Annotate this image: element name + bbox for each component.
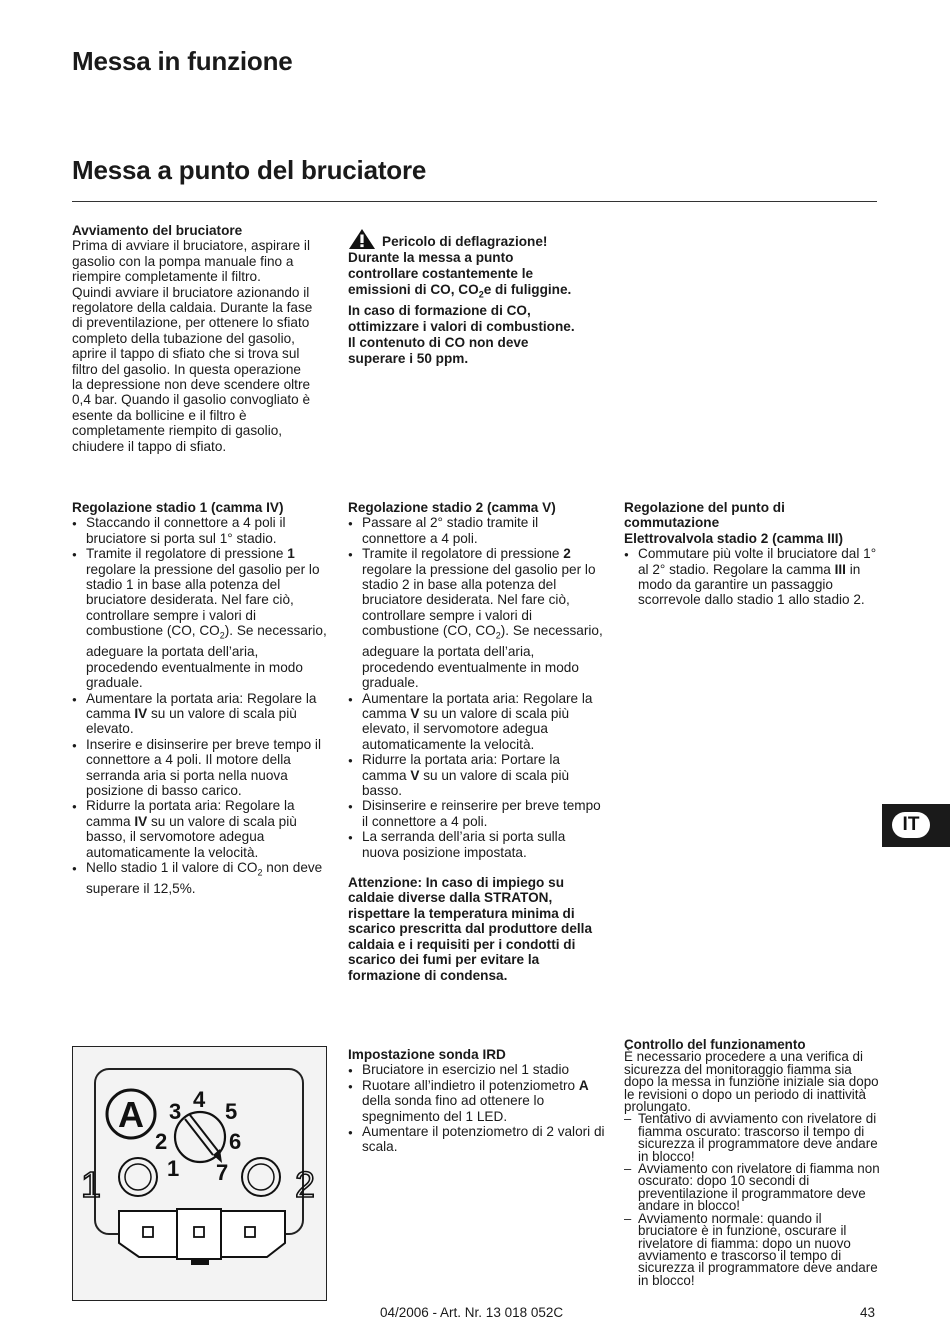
list-item: ● Ridurre la portata aria: Portare la camma V su un valore di scala più basso. <box>348 752 606 798</box>
warning-line: In caso di formazione di CO, <box>348 302 531 318</box>
language-label: IT <box>892 812 930 838</box>
warning-line: emissioni di CO, $CO_2e$ di fuliggine. <box>348 282 572 300</box>
list-item: ● Bruciatore in esercizio nel 1 stadio <box>348 1062 608 1077</box>
startup-line: riempire completamente il filtro. <box>72 269 261 285</box>
list-item: ● Tramite il regolatore di pressione 2 regolare la pressione del gasolio per lo stadio 2 in base alla potenza del bruciatore desiderata. Nel fare ciò, controllare sempre i valori di combustione (CO, $CO_2$). Se necessario, adeguare la portata dell’aria, procedendo eventualmente in modo graduale. <box>348 546 606 690</box>
footer-doc-number: 04/2006 - Art. Nr. 13 018 052C <box>380 1305 564 1320</box>
ird-sensor-diagram <box>72 1046 327 1301</box>
warning-line: superare i 50 ppm. <box>348 350 469 366</box>
stage2-block <box>348 500 606 983</box>
ird-block <box>348 1047 608 1155</box>
startup-line: completamente riempito di gasolio, <box>72 423 283 439</box>
divider <box>72 201 877 202</box>
ird-list <box>348 1062 608 1154</box>
stage2-list <box>348 515 606 860</box>
startup-line: esente da bollicine e il filtro è <box>72 407 247 423</box>
page-number: 43 <box>860 1305 876 1320</box>
stage2-heading: Regolazione stadio 2 (camma V) <box>348 500 556 515</box>
startup-heading: Avviamento del bruciatore <box>72 223 243 238</box>
list-item: ● Ruotare all’indietro il potenziometro A della sonda fino ad ottenere lo spegnimento del 1 LED. <box>348 1078 608 1124</box>
startup-line: gasolio con la pompa manuale fino a <box>72 253 294 269</box>
startup-line: chiudere il tappo di sfiato. <box>72 438 227 454</box>
dial-number: 5 <box>225 1099 238 1124</box>
stage1-heading: Regolazione stadio 1 (camma IV) <box>72 500 284 515</box>
stage1-list <box>72 515 327 896</box>
attention-note: Attenzione: In caso di impiego su caldaie diverse dalla STRATON, rispettare la temperatura minima di scarico prescritta dal produttore della caldaia e i requisiti per i condotti di scarico dei fumi per evitare la formazione di condensa. <box>348 875 593 983</box>
check-heading: Controllo del funzionamento <box>624 1037 806 1052</box>
potentiometer-label: A <box>118 1094 144 1135</box>
list-item: ● La serranda dell’aria si porta sulla nuova posizione impostata. <box>348 829 606 860</box>
warning-line: Durante la messa a punto <box>348 250 514 265</box>
startup-line: 0,4 bar. Quando il gasolio convogliato è <box>72 392 311 408</box>
switchpoint-block <box>624 500 884 608</box>
warning-line: controllare costantemente le <box>348 266 534 281</box>
stage1-block <box>72 500 327 897</box>
section-title: Messa a punto del bruciatore <box>72 155 427 185</box>
dial-number: 7 <box>216 1160 229 1185</box>
list-item: ● Aumentare la portata aria: Regolare la camma IV su un valore di scala più elevato. <box>72 691 327 737</box>
list-item: – Avviamento con rivelatore di fiamma non oscurato: dopo 10 secondi di preventilazione il programmatore deve andare in blocco! <box>624 1163 880 1213</box>
sensor-drawing <box>73 1047 326 1300</box>
list-item: ● Disinserire e reinserire per breve tempo il connettore a 4 poli. <box>348 798 606 829</box>
list-item: – Avviamento normale: quando il bruciatore è in funzione, oscurare il rivelatore di fiamma: dopo un nuovo avviamento e trascorso il tempo di sicurezza il programmatore deve andare in blocco! <box>624 1213 880 1287</box>
list-item: ● Staccando il connettore a 4 poli il bruciatore si porta sul 1° stadio. <box>72 515 327 546</box>
led-label-left: 1 <box>81 1164 102 1205</box>
warning-title: Pericolo di deflagrazione! <box>382 234 548 249</box>
dial-number: 1 <box>167 1156 180 1181</box>
startup-line: completo della tubazione del gasolio, <box>72 330 295 346</box>
dial-number: 6 <box>229 1129 242 1154</box>
list-item: ● Tramite il regolatore di pressione 1 regolare la pressione del gasolio per lo stadio 1 in base alla potenza del bruciatore desiderata. Nel fare ciò, controllare sempre i valori di combustione (CO, $CO_2$). Se necessario, adeguare la portata dell’aria, procedendo eventualmente in modo graduale. <box>72 546 327 690</box>
check-block <box>624 1039 880 1287</box>
list-item: ● Commutare più volte il bruciatore dal 1° al 2° stadio. Regolare la camma III in modo da garantire un passaggio scorrevole dallo stadio 1 allo stadio 2. <box>624 546 884 608</box>
startup-line: Prima di avviare il bruciatore, aspirare il <box>72 238 310 254</box>
startup-block <box>72 223 337 454</box>
led-label-right: 2 <box>295 1164 316 1205</box>
list-item: ● Nello stadio 1 il valore di $CO_2$ non deve superare il 12,5%. <box>72 860 327 897</box>
switchpoint-list <box>624 546 884 608</box>
language-tab <box>882 804 950 847</box>
page-title: Messa in funzione <box>72 46 293 76</box>
warning-line: ottimizzare i valori di combustione. <box>348 318 575 334</box>
startup-line: di preventilazione, per ottenere lo sfiato <box>72 315 310 331</box>
check-list <box>624 1113 880 1287</box>
list-item: ● Aumentare il potenziometro di 2 valori di scala. <box>348 1124 608 1155</box>
startup-line: regolatore della caldaia. Durante la fase <box>72 300 313 316</box>
dial-number: 2 <box>155 1129 168 1154</box>
list-item: ● Ridurre la portata aria: Regolare la camma IV su un valore di scala più basso, il servomotore adegua automaticamente la velocità. <box>72 798 327 860</box>
switchpoint-heading: Regolazione del punto di commutazione <box>624 500 785 531</box>
warning-block <box>348 228 618 367</box>
list-item: ● Passare al 2° stadio tramite il connettore a 4 poli. <box>348 515 606 546</box>
ird-heading: Impostazione sonda IRD <box>348 1047 506 1062</box>
warning-line: Il contenuto di CO non deve <box>348 334 529 350</box>
startup-line: la depressione non deve scendere oltre <box>72 377 311 393</box>
switchpoint-subheading: Elettrovalvola stadio 2 (camma III) <box>624 530 844 546</box>
check-body: È necessario procedere a una verifica di sicurezza del monitoraggio fiamma sia dopo la messa in funzione iniziale sia dopo le revisioni o dopo un periodo di inattività prolungato. <box>624 1049 879 1115</box>
startup-line: filtro del gasolio. In questa operazione <box>72 361 301 377</box>
list-item: ● Inserire e disinserire per breve tempo il connettore a 4 poli. Il motore della serranda aria si porta nella nuova posizione di basso carico. <box>72 737 327 799</box>
dial-number: 4 <box>193 1087 206 1112</box>
list-item: – Tentativo di avviamento con rivelatore di fiamma oscurato: trascorso il tempo di sicurezza il programmatore deve andare in blocco! <box>624 1113 880 1163</box>
startup-line: Quindi avviare il bruciatore azionando il <box>72 284 310 300</box>
warning-triangle-icon <box>348 228 376 250</box>
dial-number: 3 <box>169 1099 182 1124</box>
list-item: ● Aumentare la portata aria: Regolare la camma V su un valore di scala più elevato, il servomotore adegua automaticamente la velocità. <box>348 691 606 753</box>
startup-line: aprire il tappo di sfiato che si trova sul <box>72 346 300 362</box>
